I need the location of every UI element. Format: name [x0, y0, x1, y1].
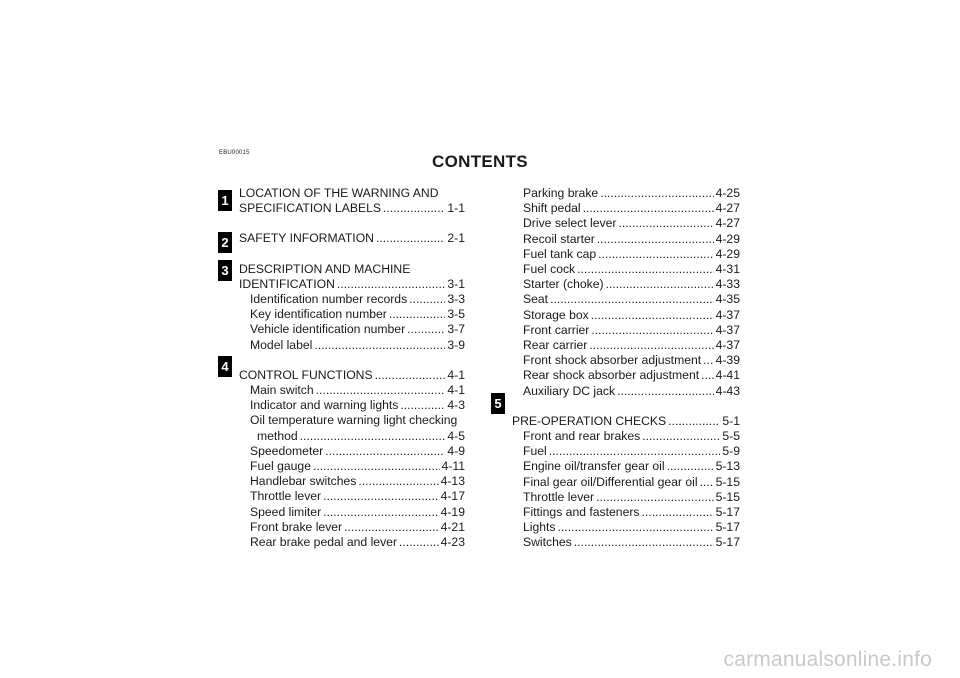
toc-entry[interactable]: Fittings and fasteners ..... 5-17 [512, 505, 740, 520]
toc-entry[interactable]: Fuel ..... 5-9 [512, 444, 740, 459]
toc-entry[interactable]: Main switch ..... 4-1 [239, 383, 465, 398]
toc-entry[interactable]: Drive select lever ..... 4-27 [512, 216, 740, 231]
document-code: EBU00015 [219, 150, 250, 156]
toc-entry[interactable]: Rear shock absorber adjustment ..... 4-41 [512, 368, 740, 383]
toc-entry[interactable]: Front brake lever ..... 4-21 [239, 520, 465, 535]
toc-entry[interactable]: Throttle lever ..... 4-17 [239, 489, 465, 504]
section-tab-5[interactable]: 5 [491, 393, 505, 414]
toc-entry[interactable]: Model label ..... 3-9 [239, 338, 465, 353]
section-tab-3[interactable]: 3 [218, 260, 232, 281]
toc-entry[interactable]: method ..... 4-5 [239, 429, 465, 444]
toc-entry[interactable]: Front and rear brakes ..... 5-5 [512, 429, 740, 444]
toc-entry[interactable]: Rear carrier ..... 4-37 [512, 338, 740, 353]
toc-entry[interactable]: Speedometer ..... 4-9 [239, 444, 465, 459]
toc-entry[interactable]: Handlebar switches ..... 4-13 [239, 474, 465, 489]
toc-right-column [512, 186, 740, 551]
toc-entry[interactable]: Shift pedal ..... 4-27 [512, 201, 740, 216]
toc-entry[interactable]: Identification number records ..... 3-3 [239, 292, 465, 307]
section-tab-4[interactable]: 4 [218, 356, 232, 377]
toc-entry[interactable]: Lights ..... 5-17 [512, 520, 740, 535]
watermark-text: carmanualsonline.info [723, 648, 932, 671]
toc-entry-line: Oil temperature warning light checking [250, 413, 458, 428]
toc-entry-safety-information[interactable]: SAFETY INFORMATION ..... 2-1 [239, 231, 465, 246]
toc-entry[interactable]: Speed limiter ..... 4-19 [239, 505, 465, 520]
toc-entry[interactable]: Recoil starter ..... 4-29 [512, 232, 740, 247]
toc-entry[interactable]: Throttle lever ..... 5-15 [512, 490, 740, 505]
toc-entry[interactable]: Final gear oil/Differential gear oil ..... 5-15 [512, 475, 740, 490]
toc-entry[interactable]: Engine oil/transfer gear oil ..... 5-13 [512, 459, 740, 474]
toc-entry[interactable]: Vehicle identification number ..... 3-7 [239, 322, 465, 337]
section-tab-2[interactable]: 2 [218, 232, 232, 253]
toc-entry-control-functions[interactable]: CONTROL FUNCTIONS ..... 4-1 [239, 368, 465, 383]
toc-entry-identification[interactable]: IDENTIFICATION ..... 3-1 [239, 277, 465, 292]
toc-entry[interactable]: Storage box ..... 4-37 [512, 308, 740, 323]
toc-entry[interactable]: Parking brake ..... 4-25 [512, 186, 740, 201]
page-title: CONTENTS [432, 152, 528, 171]
section-tab-1[interactable]: 1 [218, 190, 232, 211]
toc-entry[interactable]: Indicator and warning lights ..... 4-3 [239, 398, 465, 413]
toc-entry[interactable]: Starter (choke) ..... 4-33 [512, 277, 740, 292]
toc-entry-location-labels[interactable]: SPECIFICATION LABELS ..... 1-1 [239, 201, 465, 216]
toc-entry[interactable]: Seat ..... 4-35 [512, 292, 740, 307]
toc-entry[interactable]: Switches ..... 5-17 [512, 535, 740, 550]
toc-entry[interactable]: Fuel tank cap ..... 4-29 [512, 247, 740, 262]
toc-entry[interactable]: Auxiliary DC jack ..... 4-43 [512, 384, 740, 399]
toc-left-column [239, 186, 465, 550]
toc-entry[interactable]: Rear brake pedal and lever ..... 4-23 [239, 535, 465, 550]
toc-heading-line: DESCRIPTION AND MACHINE [239, 261, 411, 276]
toc-heading-line: LOCATION OF THE WARNING AND [239, 186, 439, 200]
toc-entry[interactable]: Front shock absorber adjustment ..... 4-39 [512, 353, 740, 368]
toc-entry[interactable]: Key identification number ..... 3-5 [239, 307, 465, 322]
toc-entry[interactable]: Front carrier ..... 4-37 [512, 323, 740, 338]
toc-entry[interactable]: Fuel gauge ..... 4-11 [239, 459, 465, 474]
toc-entry[interactable]: Fuel cock ..... 4-31 [512, 262, 740, 277]
toc-entry-pre-operation-checks[interactable]: PRE-OPERATION CHECKS ..... 5-1 [512, 414, 740, 429]
